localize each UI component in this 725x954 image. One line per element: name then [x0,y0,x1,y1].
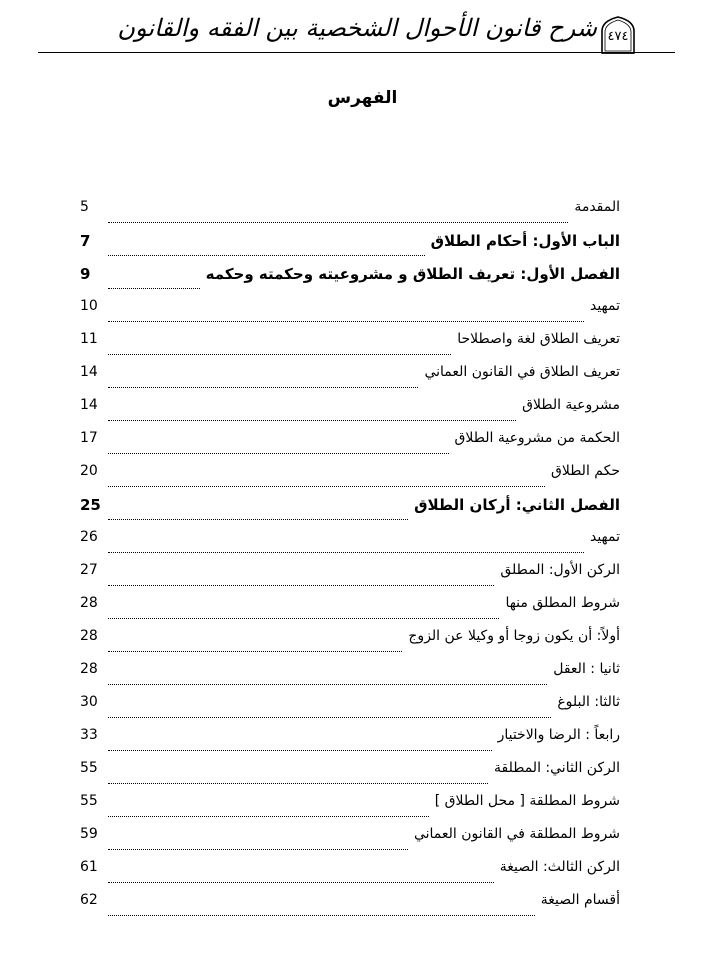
leader-dots [108,320,584,322]
toc-entry [80,529,620,562]
toc-page-number: 55 [80,793,98,809]
leader-dots [108,683,547,685]
leader-dots [108,452,449,454]
leader-dots [108,287,200,289]
toc-page-number: 5 [80,199,89,215]
toc-entry [80,760,620,793]
leader-dots [108,650,402,652]
toc-entry [80,628,620,661]
toc-page-number: 10 [80,298,98,314]
toc-entry-label: حكم الطلاق [550,463,620,479]
toc-entry-label: مشروعية الطلاق [522,397,620,413]
leader-dots [108,419,516,421]
leader-dots [108,254,425,256]
toc-page-number: 27 [80,562,98,578]
toc-page-number: 17 [80,430,98,446]
leader-dots [108,914,535,916]
toc-entry-label: تمهيد [589,529,620,545]
toc-page-number: 30 [80,694,98,710]
leader-dots [108,881,494,883]
toc-page-number: 33 [80,727,98,743]
toc-page-number: 11 [80,331,98,347]
toc-page-number: 14 [80,364,98,380]
toc-entry [80,496,620,529]
toc-entry-label: الركن الأول: المطلق [500,562,620,578]
toc-entry-label: الباب الأول: أحكام الطلاق [430,232,620,250]
toc-entry-label: شروط المطلقة [ محل الطلاق ] [434,793,620,809]
toc-page-number: 14 [80,397,98,413]
leader-dots [108,551,584,553]
toc-entry [80,364,620,397]
toc-entry-label: الفصل الأول: تعريف الطلاق و مشروعيته وحكمته وحكمه [205,265,620,283]
toc-page-number: 61 [80,859,98,875]
leader-dots [108,749,492,751]
toc-page-number: 28 [80,661,98,677]
toc-page-number: 28 [80,595,98,611]
toc-entry [80,430,620,463]
toc-entry [80,298,620,331]
toc-entry-label: المقدمة [574,199,620,215]
page-header [0,0,725,60]
toc-entry-label: ثالثا: البلوغ [557,694,620,710]
toc-entry [80,859,620,892]
toc-entry-label: شروط المطلقة في القانون العماني [413,826,620,842]
toc-entry [80,892,620,925]
page-number: ٤٧٤ [607,29,629,44]
toc-entry [80,265,620,298]
toc-entry-label: تمهيد [589,298,620,314]
toc-entry [80,397,620,430]
toc-entry [80,232,620,265]
leader-dots [108,353,451,355]
toc-page-number: 62 [80,892,98,908]
toc-entry [80,199,620,232]
leader-dots [108,485,545,487]
page-number-badge [598,15,638,55]
toc-entry [80,694,620,727]
leader-dots [108,848,408,850]
toc-entry [80,661,620,694]
leader-dots [108,617,499,619]
leader-dots [108,518,408,520]
toc-entry-label: أولاً: أن يكون زوجا أو وكيلا عن الزوج [408,628,620,644]
toc-entry-label: الحكمة من مشروعية الطلاق [454,430,620,446]
toc-entry-label: الركن الثالث: الصيغة [499,859,620,875]
toc-entry-label: تعريف الطلاق في القانون العماني [424,364,620,380]
leader-dots [108,815,429,817]
running-header-title: شرح قانون الأحوال الشخصية بين الفقه والقانون [117,14,597,42]
table-of-contents [80,199,620,925]
toc-entry-label: تعريف الطلاق لغة واصطلاحا [457,331,620,347]
toc-entry [80,595,620,628]
toc-entry-label: رابعاً : الرضا والاختيار [497,727,620,743]
toc-entry [80,463,620,496]
toc-page-number: 59 [80,826,98,842]
toc-page-number: 7 [80,232,91,250]
leader-dots [108,584,494,586]
leader-dots [108,386,418,388]
toc-entry-label: أقسام الصيغة [540,892,620,908]
toc-entry [80,331,620,364]
toc-page-number: 55 [80,760,98,776]
toc-page-number: 26 [80,529,98,545]
toc-entry [80,562,620,595]
toc-entry [80,793,620,826]
toc-page-number: 28 [80,628,98,644]
leader-dots [108,782,488,784]
toc-entry-label: ثانيا : العقل [553,661,620,677]
leader-dots [108,221,568,223]
toc-page-number: 9 [80,265,91,283]
leader-dots [108,716,551,718]
toc-page-number: 25 [80,496,101,514]
toc-entry-label: الفصل الثاني: أركان الطلاق [414,496,620,514]
toc-entry [80,826,620,859]
toc-entry-label: شروط المطلق منها [505,595,620,611]
toc-page-number: 20 [80,463,98,479]
header-divider [38,52,675,53]
toc-entry [80,727,620,760]
toc-title: الفهرس [327,88,398,108]
toc-entry-label: الركن الثاني: المطلقة [494,760,620,776]
